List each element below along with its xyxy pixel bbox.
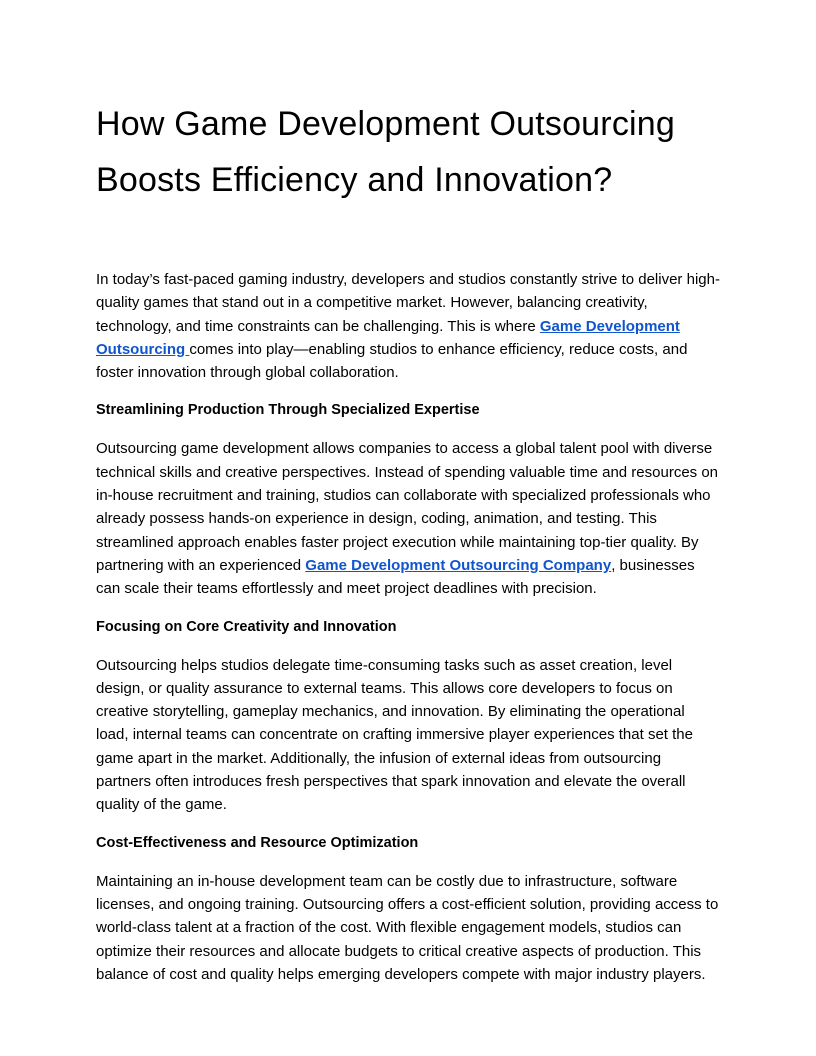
game-development-outsourcing-company-link[interactable]: Game Development Outsourcing Company <box>305 556 612 574</box>
game-development-outsourcing-link[interactable]: Game Development Outsourcing <box>96 317 680 358</box>
section-text-after-link: , businesses can scale their teams effortlessly and meet project deadlines with precision. <box>96 556 695 598</box>
section-heading-streamlining: Streamlining Production Through Specialized Expertise <box>96 402 480 419</box>
intro-paragraph <box>96 268 720 384</box>
intro-text-before-link: In today’s fast-paced gaming industry, developers and studios constantly strive to deliver high-quality games that stand out in a competitive market. However, balancing creativity, technology, and time constraints can be challenging. This is where <box>96 271 720 335</box>
section-heading-creativity: Focusing on Core Creativity and Innovation <box>96 618 397 635</box>
section-paragraph-cost: Maintaining an in-house development team can be costly due to infrastructure, software licenses, and ongoing training. Outsourcing offers a cost-efficient solution, providing access to world-class talent at a fraction of the cost. With flexible engagement models, studios can optimize their resources and allocate budgets to critical creative aspects of production. This balance of cost and quality helps emerging developers compete with major industry players. <box>96 872 719 983</box>
document-title: How Game Development Outsourcing Boosts Efficiency and Innovation? <box>96 105 675 199</box>
section-text-before-link: Outsourcing game development allows companies to access a global talent pool with diverse technical skills and creative perspectives. Instead of spending valuable time and resources on in-house recruitment and training, studios can collaborate with specialized professionals who already possess hands-on experience in design, coding, animation, and testing. This streamlined approach enables faster project execution while maintaining top-tier quality. By partnering with an experienced <box>96 440 719 574</box>
intro-text-after-link: comes into play—enabling studios to enhance efficiency, reduce costs, and foster innovation through global collaboration. <box>96 340 688 382</box>
document-page <box>96 0 720 986</box>
section-heading-cost: Cost-Effectiveness and Resource Optimization <box>96 834 419 851</box>
section-paragraph-streamlining <box>96 437 720 600</box>
section-paragraph-creativity: Outsourcing helps studios delegate time-consuming tasks such as asset creation, level design, or quality assurance to external teams. This allows core developers to focus on creative storytelling, gameplay mechanics, and innovation. By eliminating the operational load, internal teams can concentrate on crafting immersive player experiences that set the game apart in the market. Additionally, the infusion of external ideas from outsourcing partners often introduces fresh perspectives that spark innovation and elevate the overall quality of the game. <box>96 656 693 814</box>
